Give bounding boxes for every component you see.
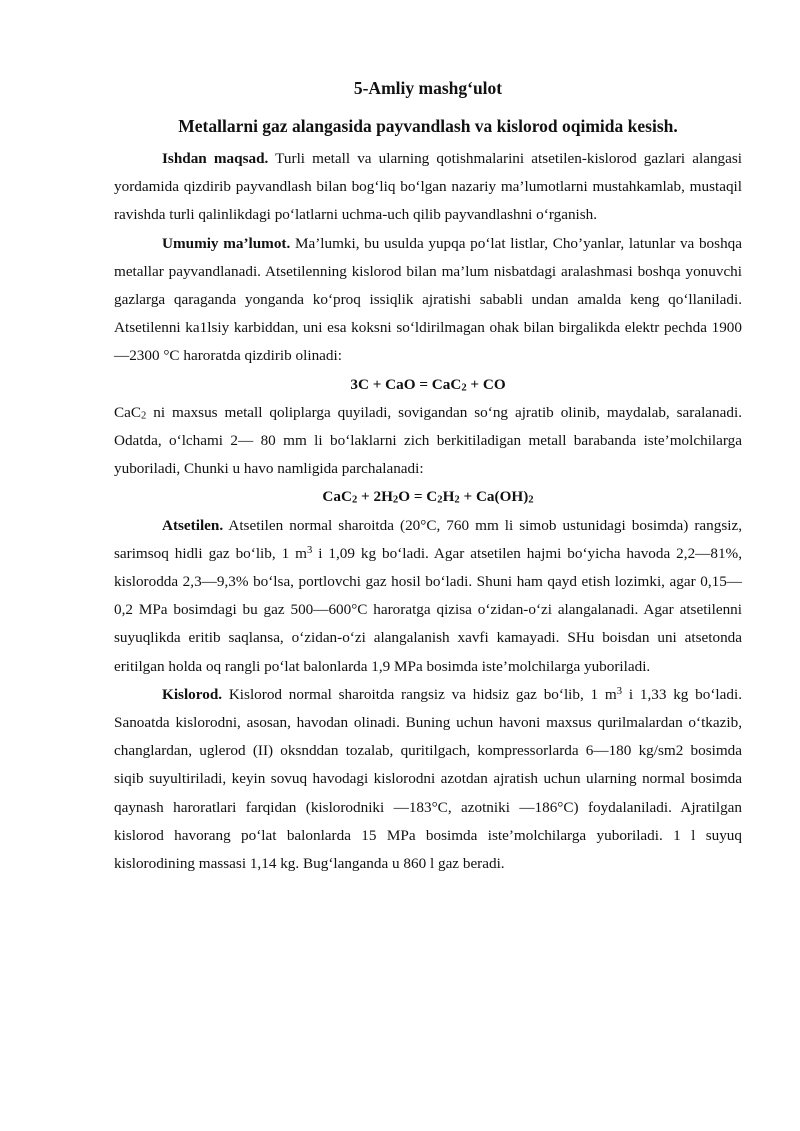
- acetylene-text: Atsetilen normal sharoitda (20°C, 760 mm li simob ustunidagi bosimda) rangsiz, sarimsoq hidli gaz bo‘lib, 1 m: [114, 516, 742, 562]
- formula2-subscript: 2: [528, 495, 534, 507]
- oxygen-text: i 1,33 kg bo‘ladi. Sanoatda kislorodni, asosan, havodan olinadi. Buning uchun havoni maxsus qurilmalardan o‘tkazib, changlardan, uglerod (II) oksnddan tozalab, quritilgach, kompressorlarda 6—180 kg/sm2 bosimda siqib suyultiriladi, keyin sovuq havodagi kislorodni azotdan ajratish uchun ularning normal bosimda qaynash haroratlari farqidan (kislorodniki —183°C, azotniki —186°C) foydalaniladi. Ajratilgan kislorod havorang po‘lat balonlarda 15 MPa bosimda iste’molchilarga yuboriladi. 1 l suyuq kislorodining massasi 1,14 kg. Bug‘langanda u 860 l gaz beradi.: [114, 685, 742, 873]
- acetylene-superscript: 3: [306, 545, 313, 557]
- general-info-paragraph: [114, 230, 742, 371]
- formula2-part: + Ca(OH): [459, 488, 529, 506]
- formula-acetylene-production: [114, 483, 742, 511]
- page-subtitle: Metallarni gaz alangasida payvandlash va kislorod oqimida kesish.: [178, 116, 678, 136]
- carbide-formula: CaC: [114, 403, 142, 421]
- acetylene-paragraph: [114, 512, 742, 681]
- formula2-subscript: 2: [437, 495, 443, 507]
- formula1-subscript: 2: [461, 382, 467, 394]
- formula2-part: CaC: [322, 488, 352, 506]
- page-title: 5-Amliy mashg‘ulot: [353, 78, 503, 98]
- formula1-part: 3C + CaO = CaC: [350, 375, 462, 393]
- purpose-paragraph: [114, 145, 742, 230]
- carbide-formula-subscript: 2: [141, 410, 147, 422]
- oxygen-label: Kislorod.: [162, 685, 223, 703]
- formula2-part: + 2H: [357, 488, 393, 506]
- formula2-subscript: 2: [351, 495, 358, 507]
- oxygen-paragraph: [114, 681, 742, 878]
- purpose-label: Ishdan maqsad.: [162, 150, 269, 167]
- formula-carbide-synthesis: [114, 371, 742, 399]
- carbide-paragraph: [114, 399, 742, 484]
- document-page: [114, 74, 742, 878]
- oxygen-text: Kislorod normal sharoitda rangsiz va hidsiz gaz bo‘lib, 1 m: [222, 685, 617, 703]
- formula2-subscript: 2: [392, 495, 399, 507]
- formula2-subscript: 2: [454, 495, 460, 507]
- general-info-label: Umumiy ma’lumot.: [162, 234, 291, 252]
- formula2-part: O = C: [398, 488, 438, 506]
- formula1-part: + CO: [466, 375, 506, 393]
- acetylene-text: i 1,09 kg bo‘ladi. Agar atsetilen hajmi bo‘yicha havoda 2,2—81%, kislorodda 2,3—9,3% bo‘lsa, portlovchi gaz hosil bo‘ladi. Shuni ham qayd etish lozimki, agar 0,15—0,2 MPa bosimdagi bu gaz 500—600°C haroratga qizisa o‘zidan-o‘zi alangalanadi. Agar atsetilenni suyuqlikda eritib saqlansa, o‘zidan-o‘zi alangalanish xavfi kamayadi. SHu boisdan uni atsetonda eritilgan holda oq rangli po‘lat balonlarda 1,9 MPa bosimda iste’molchilarga yuboriladi.: [114, 544, 742, 675]
- purpose-text: Turli metall va ularning qotishmalarini atsetilen-kislorod gazlari alangasi yordamida qizdirib payvandlash bilan bog‘liq bo‘lgan nazariy ma’lumotlarni mustahkamlab, mustaqil ravishda turli qalinlikdagi po‘latlarni uchma-uch qilib payvandlashni o‘rganish.: [114, 150, 743, 224]
- formula2-part: H: [442, 488, 455, 506]
- oxygen-superscript: 3: [616, 686, 623, 698]
- acetylene-label: Atsetilen.: [162, 516, 224, 534]
- general-info-text: Ma’lumki, bu usulda yupqa po‘lat listlar, Cho’yanlar, latunlar va boshqa metallar payvandlanadi. Atsetilenning kislorod bilan ma’lum nisbatdagi aralashmasi boshqa yonuvchi gazlarga qaraganda yonganda ko‘proq issiqlik ajratishi sababli undan amalda keng qo‘llaniladi. Atsetilenni ka1lsiy karbiddan, uni esa koksni so‘ldirilmagan ohak bilan birgalikda elektr pechda 1900—2300 °C haroratda qizdirib olinadi:: [114, 234, 742, 365]
- carbide-text: ni maxsus metall qoliplarga quyiladi, sovigandan so‘ng ajratib olinib, maydalab, saralanadi. Odatda, o‘lchami 2— 80 mm li bo‘laklarni zich berkitiladigan metall barabanda iste’molchilarga yuboriladi, Chunki u havo namligida parchalanadi:: [114, 403, 742, 478]
